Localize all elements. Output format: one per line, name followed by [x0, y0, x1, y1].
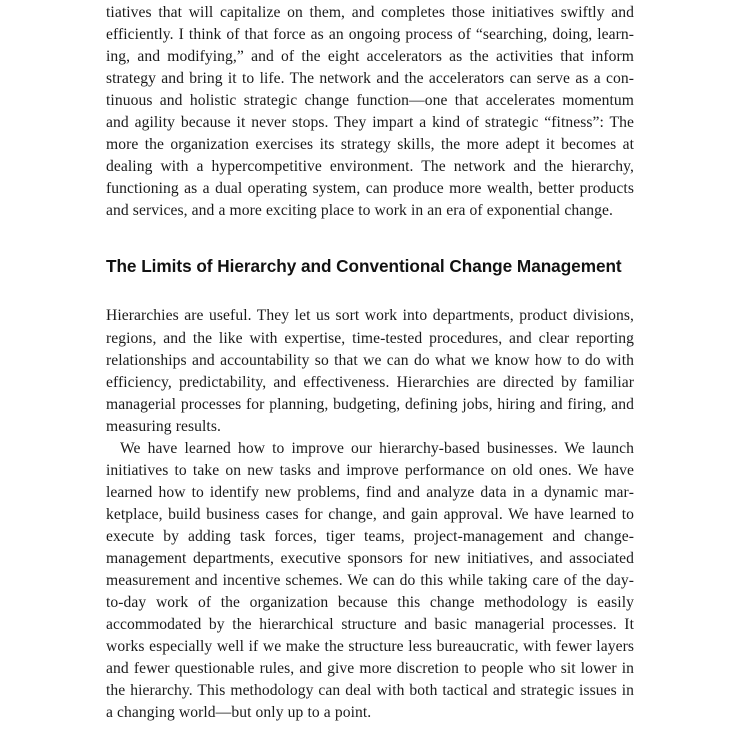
paragraph-continued-from-previous-page: tiatives that will capitalize on them, and completes those initiatives swiftly and efficiently. I think of that force as an ongoing process of “searching, doing, learning, and modifying,” and of the eight accelerators as the activities that inform strategy and bring it to life. The network and the accelerators can serve as a continuous and holistic strategic change function—one that accelerates momentum and agility because it never stops. They impart a kind of strategic “fitness”: The more the organization exercises its strategy skills, the more adept it becomes at dealing with a hypercompetitive environment. The network and the hierarchy, functioning as a dual operating system, can produce more wealth, better products and services, and a more exciting place to work in an era of exponential change.: [106, 4, 634, 220]
paragraph-hierarchies-are-useful: Hierarchies are useful. They let us sort work into departments, product divisions, regions, and the like with expertise, time-tested procedures, and clear reporting relationships and accountability so that we can do what we know how to do with efficiency, predictability, and effectiveness. Hierarchies are directed by familiar managerial processes for planning, budgeting, defining jobs, hiring and firing, and measuring results.: [106, 307, 634, 435]
heading-top-spacer: [106, 222, 634, 254]
heading-bottom-spacer: [106, 279, 634, 305]
section-heading: The Limits of Hierarchy and Conventional Change Management: [106, 256, 622, 277]
text-column: [106, 0, 634, 724]
paragraph-we-have-learned: We have learned how to improve our hierarchy-based businesses. We launch initiatives to take on new tasks and improve performance on old ones. We have learned how to identify new problems, find and analyze data in a dynamic marketplace, build business cases for change, and gain approval. We have learned to execute by adding task forces, tiger teams, project-management and change-management departments, executive sponsors for new initiatives, and associated measurement and incentive schemes. We can do this while taking care of the day-to-day work of the organization because this change methodology is easily accommodated by the hierarchical structure and basic managerial processes. It works especially well if we make the structure less bureaucratic, with fewer layers and fewer questionable rules, and give more discretion to people who sit lower in the hierarchy. This methodology can deal with both tactical and strategic issues in a changing world—but only up to a point.: [106, 439, 634, 722]
